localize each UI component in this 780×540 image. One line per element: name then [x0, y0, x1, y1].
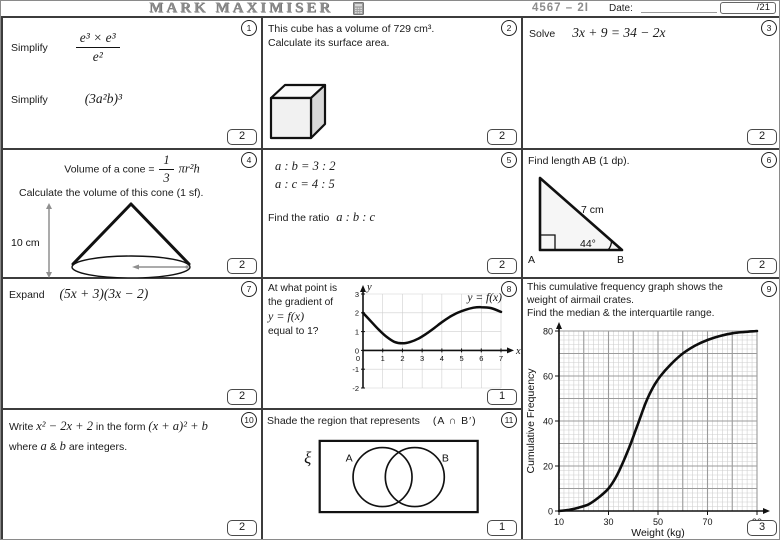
fraction-numerator: 1 — [159, 153, 173, 170]
svg-text:4: 4 — [439, 353, 444, 363]
svg-text:Weight (kg): Weight (kg) — [631, 527, 685, 540]
ampersand: & — [49, 441, 57, 453]
question-1-cell — [2, 17, 262, 149]
svg-text:20: 20 — [542, 461, 553, 472]
power-expression: (3a²b)³ — [84, 91, 123, 106]
mark-box: 2 — [227, 389, 257, 405]
mark-box: 3 — [747, 520, 777, 536]
question-text-line2: the gradient of — [268, 296, 334, 308]
question-2-cell — [262, 17, 522, 149]
question-3-cell — [522, 17, 780, 149]
question-text-line4: equal to 1? — [268, 326, 319, 338]
question-text: where — [9, 441, 38, 453]
equation: 3x + 9 = 34 − 2x — [572, 25, 666, 40]
mark-box: 1 — [487, 520, 517, 536]
question-text-line3: Find the median & the interquartile range. — [527, 307, 715, 319]
angle-label: 44° — [580, 238, 596, 250]
date-label: Date: — [609, 3, 633, 14]
set-a-circle — [353, 448, 412, 507]
question-text: Calculate the volume of this cone (1 sf). — [19, 187, 204, 199]
question-text: in the form — [95, 421, 146, 433]
expression: (5x + 3)(3x − 2) — [59, 286, 149, 301]
fraction-denominator: 3 — [163, 171, 170, 185]
date-fill-line — [641, 12, 717, 13]
question-number-badge: 1 — [241, 20, 257, 36]
svg-text:2: 2 — [354, 308, 359, 318]
svg-text:Cumulative Frequency: Cumulative Frequency — [525, 368, 537, 474]
question-number-badge: 7 — [241, 281, 257, 297]
mark-box: 2 — [487, 258, 517, 274]
question-number-badge: 2 — [501, 20, 517, 36]
worksheet-title: MARK MAXIMISER — [149, 0, 334, 16]
question-9-cell — [522, 278, 780, 540]
question-number-badge: 11 — [501, 412, 517, 428]
question-5-cell — [262, 149, 522, 278]
svg-text:y: y — [367, 282, 372, 293]
question-number-badge: 5 — [501, 152, 517, 168]
svg-text:y = f(x): y = f(x) — [467, 292, 502, 305]
question-text: Find length AB (1 dp). — [528, 155, 630, 167]
prompt-simplify-1: Simplify — [11, 41, 48, 54]
hypotenuse-label: 7 cm — [581, 204, 604, 216]
ratio-expression: a : b : c — [336, 210, 376, 224]
gradient-graph — [345, 284, 521, 402]
mark-box: 2 — [747, 258, 777, 274]
mark-box: 2 — [487, 129, 517, 145]
svg-text:30: 30 — [603, 517, 614, 528]
question-text-line2: Calculate its surface area. — [268, 37, 390, 50]
set-b-label: B — [441, 452, 449, 465]
mark-box: 2 — [747, 129, 777, 145]
variable-b: b — [59, 439, 66, 453]
question-text-line1: This cumulative frequency graph shows the — [527, 282, 723, 293]
question-4-cell — [2, 149, 262, 278]
vertex-a-label: A — [528, 254, 536, 266]
svg-text:0: 0 — [354, 346, 359, 356]
mark-box: 2 — [227, 258, 257, 274]
vertex-b-label: B — [617, 254, 625, 266]
svg-text:-2: -2 — [352, 383, 359, 393]
cone-height-label: 10 cm — [11, 237, 40, 249]
svg-text:70: 70 — [702, 517, 713, 528]
svg-text:5: 5 — [459, 353, 464, 363]
question-number-badge: 6 — [761, 152, 777, 168]
question-number-badge: 4 — [241, 152, 257, 168]
formula-suffix: πr²h — [178, 161, 200, 176]
question-text: Write — [9, 421, 34, 433]
worksheet-code: 4567 – 2I — [532, 2, 589, 14]
svg-text:1: 1 — [354, 327, 359, 337]
question-number-badge: 9 — [761, 281, 777, 297]
set-b-circle — [385, 448, 444, 507]
formula-fraction — [159, 153, 173, 186]
svg-text:6: 6 — [479, 353, 484, 363]
fraction-numerator: e³ × e³ — [76, 30, 120, 48]
ratio-statement-1: a : b = 3 : 2 — [275, 159, 336, 173]
svg-text:x: x — [516, 345, 521, 357]
variable-a: a — [40, 439, 47, 453]
prompt-expand: Expand — [9, 289, 45, 301]
question-text: Find the ratio — [268, 212, 330, 224]
question-text-line1: This cube has a volume of 729 cm³. — [268, 23, 435, 35]
question-6-cell — [522, 149, 780, 278]
question-text-line2: weight of airmail crates. — [527, 294, 635, 306]
cone-diagram — [9, 200, 219, 290]
mark-box: 2 — [227, 520, 257, 536]
svg-text:0: 0 — [547, 506, 553, 517]
prompt-solve: Solve — [529, 28, 556, 40]
completed-square-form: (x + a)² + b — [148, 419, 208, 433]
total-marks-box: /21 — [720, 2, 776, 14]
cumulative-frequency-graph — [525, 321, 771, 539]
question-11-cell — [262, 409, 522, 540]
right-triangle-diagram — [526, 172, 630, 266]
svg-text:80: 80 — [542, 326, 553, 337]
set-a-label: A — [345, 452, 353, 465]
svg-text:50: 50 — [652, 517, 664, 528]
mark-box: 2 — [227, 129, 257, 145]
worksheet-header — [1, 1, 779, 16]
calculator-icon — [353, 2, 364, 15]
fraction-expression — [76, 30, 120, 65]
venn-diagram — [303, 438, 481, 515]
universal-set-symbol: ξ — [304, 448, 312, 468]
question-number-badge: 10 — [241, 412, 257, 428]
svg-text:-1: -1 — [352, 365, 359, 375]
svg-text:40: 40 — [542, 416, 553, 427]
quadratic-expression: x² − 2x + 2 — [36, 419, 93, 433]
svg-text:3: 3 — [354, 289, 359, 299]
question-text: are integers. — [68, 441, 128, 453]
question-7-cell — [2, 278, 262, 409]
ratio-statement-2: a : c = 4 : 5 — [275, 177, 335, 191]
svg-text:60: 60 — [542, 371, 553, 382]
formula-prefix: Volume of a cone = — [64, 163, 155, 176]
svg-text:3: 3 — [420, 353, 425, 363]
svg-text:1: 1 — [380, 353, 385, 363]
question-text-line1: At what point is — [268, 283, 338, 294]
question-number-badge: 3 — [761, 20, 777, 36]
svg-text:7: 7 — [498, 353, 504, 363]
question-10-cell — [2, 409, 262, 540]
mark-box: 1 — [487, 389, 517, 405]
question-text: Shade the region that represents — [267, 415, 420, 427]
svg-text:10: 10 — [553, 517, 565, 528]
function-notation: y = f(x) — [268, 309, 305, 324]
prompt-simplify-2: Simplify — [11, 94, 48, 106]
svg-text:2: 2 — [400, 353, 405, 363]
question-8-cell — [262, 278, 522, 409]
cone-volume-formula — [3, 153, 261, 186]
fraction-denominator: e² — [92, 49, 103, 64]
question-number-badge: 8 — [501, 281, 517, 297]
set-expression: (A ∩ B′) — [432, 415, 477, 427]
cube-diagram — [269, 80, 329, 142]
question-grid — [1, 16, 779, 540]
svg-text:0: 0 — [355, 353, 361, 363]
